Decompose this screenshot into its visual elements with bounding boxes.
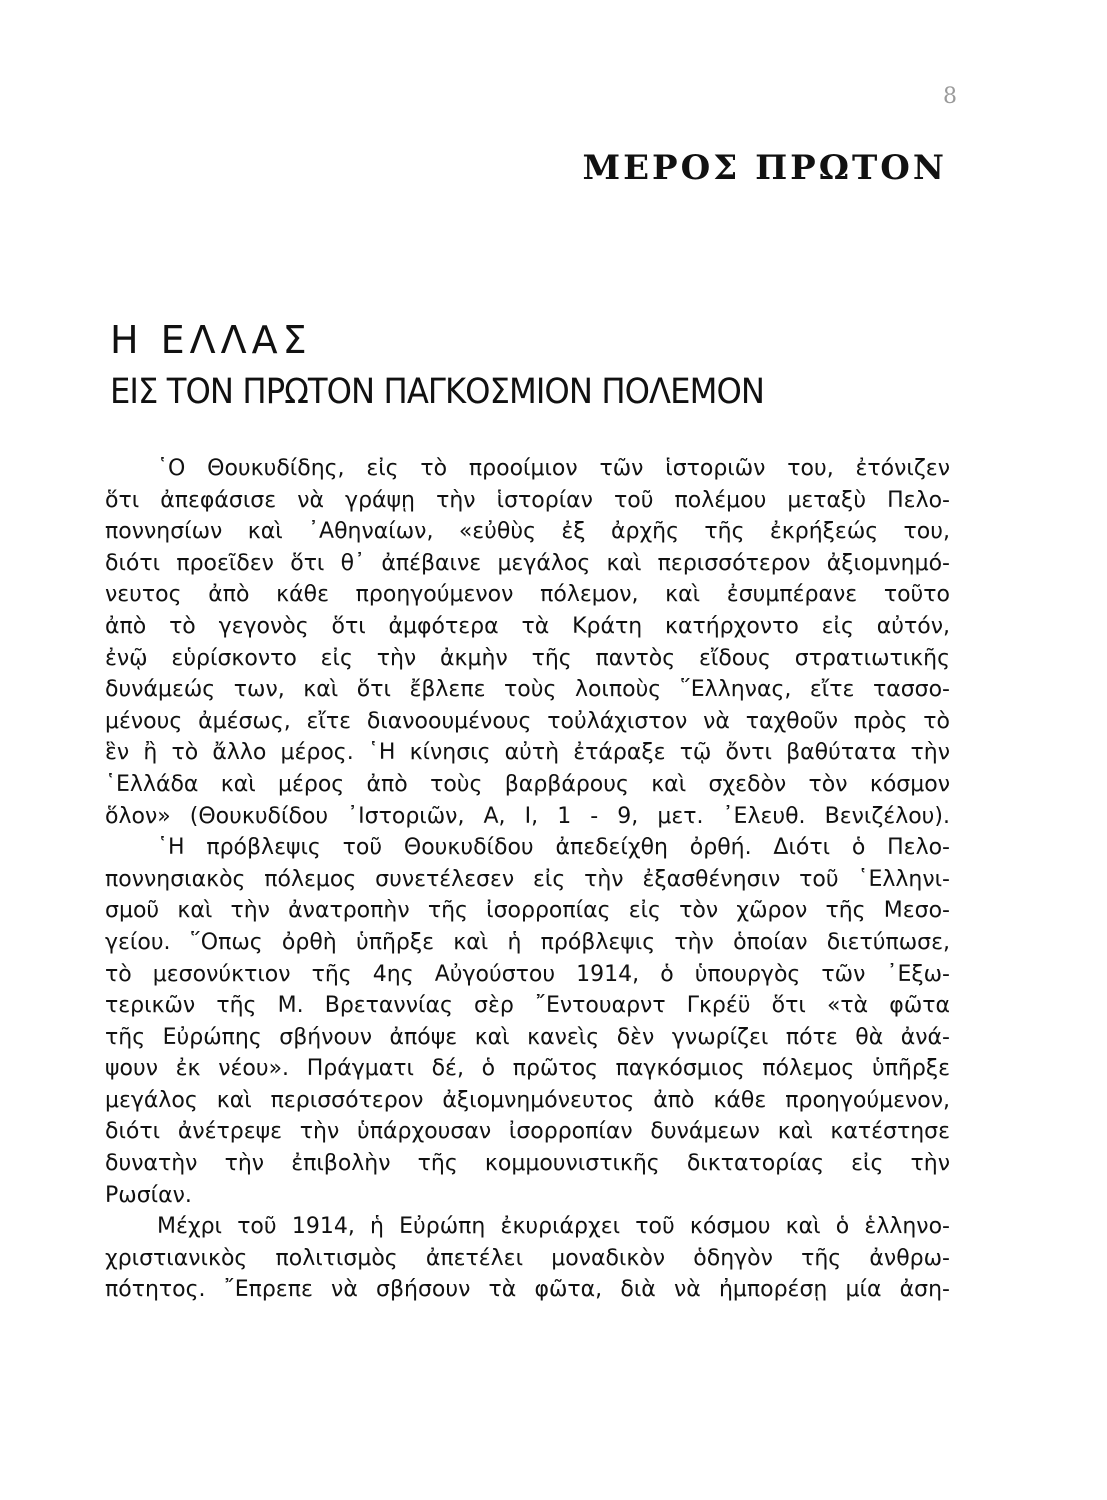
text-line: δυνάμεώς των, καὶ ὅτι ἔβλεπε τοὺς λοιποὺς ῞Ελληνας, εἴτε τασσο- [105, 677, 950, 703]
text-line: νευτος ἀπὸ κάθε προηγούμενον πόλεμον, καὶ ἐσυμπέρανε τοῦτο [105, 582, 950, 608]
text-line: Ρωσίαν. [105, 1182, 192, 1208]
text-line: ὅλον» (Θουκυδίδου ᾽Ιστοριῶν, Α, Ι, 1 - 9, μετ. ᾽Ελευθ. Βενιζέλου). [105, 803, 950, 829]
text-line: Μέχρι τοῦ 1914, ἡ Εὐρώπη ἐκυριάρχει τοῦ κόσμου καὶ ὁ ἑλληνο- [157, 1214, 950, 1240]
text-line: ἐνῷ εὑρίσκοντο εἰς τὴν ἀκμὴν τῆς παντὸς εἴδους στρατιωτικῆς [105, 645, 950, 671]
part-heading: ΜΕΡΟΣ ΠΡΩΤΟΝ [582, 148, 947, 188]
text-line: ποννησιακὸς πόλεμος συνετέλεσεν εἰς τὴν ἐξασθένησιν τοῦ ῾Ελληνι- [105, 866, 950, 892]
text-line: ὅτι ἀπεφάσισε νὰ γράψῃ τὴν ἱστορίαν τοῦ πολέμου μεταξὺ Πελο- [105, 487, 950, 513]
chapter-title-line-2: ΕΙΣ ΤΟΝ ΠΡΩΤΟΝ ΠΑΓΚΟΣΜΙΟΝ ΠΟΛΕΜΟΝ [110, 372, 765, 412]
text-line: τερικῶν τῆς Μ. Βρεταννίας σὲρ ῎Εντουαρντ Γκρέϋ ὅτι «τὰ φῶτα [105, 993, 950, 1019]
chapter-title-line-1: Η ΕΛΛΑΣ [110, 318, 312, 362]
text-line: ἓν ἢ τὸ ἄλλο μέρος. ῾Η κίνησις αὐτὴ ἐτάραξε τῷ ὄντι βαθύτατα τὴν [105, 740, 950, 766]
text-line: τὸ μεσονύκτιον τῆς 4ης Αὐγούστου 1914, ὁ ὑπουργὸς τῶν ᾽Εξω- [105, 961, 950, 987]
text-line: μένους ἀμέσως, εἴτε διανοουμένους τοὐλάχιστον νὰ ταχθοῦν πρὸς τὸ [105, 708, 950, 734]
body-text [105, 453, 950, 1306]
text-line: ῾Ο Θουκυδίδης, εἰς τὸ προοίμιον τῶν ἱστοριῶν του, ἐτόνιζεν [157, 456, 950, 481]
text-line: γείου. ῞Οπως ὀρθὴ ὑπῆρξε καὶ ἡ πρόβλεψις τὴν ὁποίαν διετύπωσε, [105, 929, 950, 955]
page-number: 8 [943, 84, 957, 109]
text-line: τῆς Εὐρώπης σβήνουν ἀπόψε καὶ κανεὶς δὲν γνωρίζει πότε θὰ ἀνά- [105, 1024, 950, 1050]
text-line: χριστιανικὸς πολιτισμὸς ἀπετέλει μοναδικὸν ὁδηγὸν τῆς ἀνθρω- [105, 1245, 950, 1271]
text-line: διότι προεῖδεν ὅτι θ᾽ ἀπέβαινε μεγάλος καὶ περισσότερον ἀξιομνημό- [105, 550, 950, 576]
text-line: ψουν ἐκ νέου». Πράγματι δέ, ὁ πρῶτος παγκόσμιος πόλεμος ὑπῆρξε [105, 1056, 950, 1082]
text-line: ῾Ελλάδα καὶ μέρος ἀπὸ τοὺς βαρβάρους καὶ σχεδὸν τὸν κόσμον [105, 771, 950, 797]
text-line: σμοῦ καὶ τὴν ἀνατροπὴν τῆς ἰσορροπίας εἰς τὸν χῶρον τῆς Μεσο- [105, 898, 950, 924]
text-line: διότι ἀνέτρεψε τὴν ὑπάρχουσαν ἰσορροπίαν δυνάμεων καὶ κατέστησε [105, 1119, 950, 1145]
text-line: ἀπὸ τὸ γεγονὸς ὅτι ἀμφότερα τὰ Κράτη κατήρχοντο εἰς αὐτόν, [105, 613, 950, 639]
text-line: δυνατὴν τὴν ἐπιβολὴν τῆς κομμουνιστικῆς δικτατορίας εἰς τὴν [105, 1151, 950, 1177]
text-line: ποννησίων καὶ ᾽Αθηναίων, «εὐθὺς ἐξ ἀρχῆς τῆς ἐκρήξεώς του, [105, 519, 950, 545]
text-line: ῾Η πρόβλεψις τοῦ Θουκυδίδου ἀπεδείχθη ὀρθή. Διότι ὁ Πελο- [157, 835, 950, 861]
text-line: πότητος. ῎Επρεπε νὰ σβήσουν τὰ φῶτα, διὰ νὰ ἠμπορέσῃ μία ἀση- [105, 1277, 950, 1303]
text-line: μεγάλος καὶ περισσότερον ἀξιομνημόνευτος ἀπὸ κάθε προηγούμενον, [105, 1087, 950, 1113]
